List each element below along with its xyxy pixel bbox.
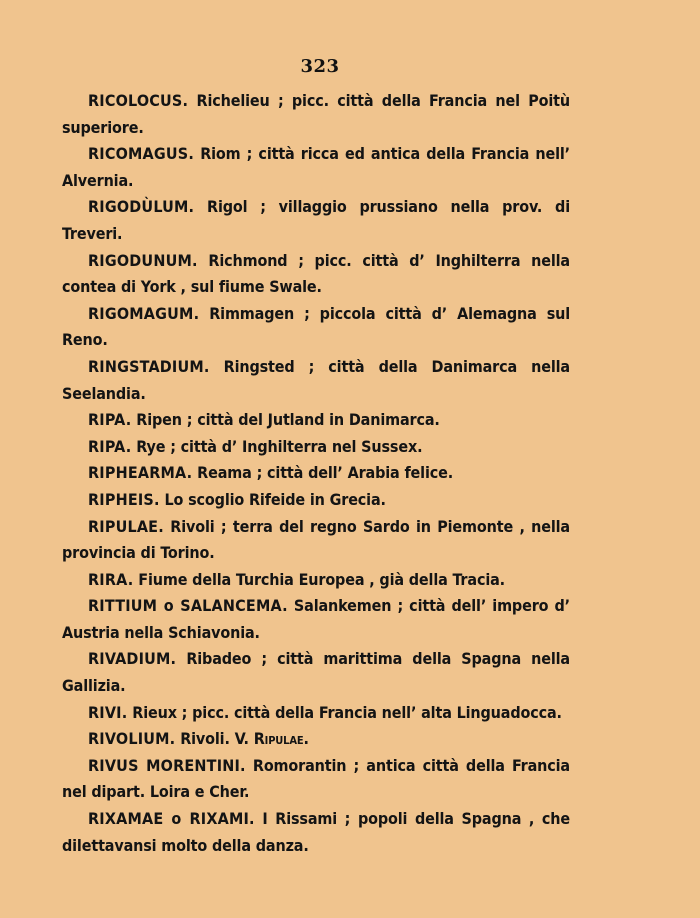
- dictionary-entry: [62, 753, 570, 806]
- entry-definition: Romorantin ; antica città della Francia nel dipart. Loira e Cher.: [62, 755, 570, 802]
- entry-definition: Richmond ; picc. città d’ Inghilterra nella contea di York , sul fiume Swale.: [62, 250, 570, 297]
- entry-headword: RIGOMAGUM.: [88, 303, 200, 323]
- dictionary-entry: [62, 487, 570, 514]
- entry-definition: Rivoli ; terra del regno Sardo in Piemonte , nella provincia di Torino.: [62, 516, 570, 563]
- entry-headword: RIPHEARMA.: [88, 463, 193, 483]
- dictionary-entry: [62, 460, 570, 487]
- entry-headword: RIPA.: [88, 410, 132, 430]
- entry-headword: RIVOLIUM.: [88, 729, 176, 749]
- dictionary-entry: [62, 354, 570, 407]
- dictionary-entry: [62, 700, 570, 727]
- entry-headword: RIVUS MORENTINI.: [88, 755, 246, 775]
- entry-definition: Ringsted ; città della Danimarca nella Seelandia.: [62, 356, 570, 403]
- dictionary-entry: [62, 301, 570, 354]
- dictionary-entry: [62, 646, 570, 699]
- entry-definition: Lo scoglio Rifeide in Grecia.: [159, 489, 386, 509]
- dictionary-entry: [62, 88, 570, 141]
- entry-definition: Fiume della Turchia Europea , già della Tracia.: [133, 569, 505, 589]
- entry-definition: Ribadeo ; città marittima della Spagna nella Gallizia.: [62, 649, 570, 696]
- entry-definition: Ripen ; città del Jutland in Danimarca.: [131, 410, 440, 430]
- dictionary-entry: [62, 434, 570, 461]
- entry-headword: RIPHEIS.: [88, 489, 160, 509]
- entry-definition: Rimmagen ; piccola città d’ Alemagna sul Reno.: [62, 303, 570, 350]
- entry-definition: Rieux ; picc. città della Francia nell’ alta Linguadocca.: [127, 702, 562, 722]
- dictionary-entry: [62, 407, 570, 434]
- entry-headword: RIPULAE.: [88, 516, 164, 536]
- entry-definition: Salankemen ; città dell’ impero d’ Austria nella Schiavonia.: [62, 596, 570, 642]
- entry-headword: RINGSTADIUM.: [88, 356, 210, 376]
- entry-definition: Reama ; città dell’ Arabia felice.: [192, 463, 454, 483]
- dictionary-entry: [62, 194, 570, 247]
- dictionary-entry: [62, 141, 570, 194]
- dictionary-entry: [62, 726, 570, 753]
- dictionary-entry: [62, 248, 570, 301]
- entry-headword: RIPA.: [88, 436, 132, 456]
- entry-definition: I Rissami ; popoli della Spagna , che dilettavansi molto della danza.: [62, 809, 570, 855]
- entry-definition: Riom ; città ricca ed antica della Francia nell’ Alvernia.: [62, 144, 570, 190]
- page-number: 323: [300, 56, 340, 77]
- entry-headword: RICOMAGUS.: [88, 144, 195, 164]
- entry-definition: Rye ; città d’ Inghilterra nel Sussex.: [131, 436, 423, 456]
- entry-headword: RIGODUNUM.: [88, 250, 198, 270]
- entry-headword: RIGODÙLUM.: [88, 197, 195, 217]
- entry-definition: Rigol ; villaggio prussiano nella prov. di Treveri.: [62, 197, 570, 243]
- dictionary-entry: [62, 593, 570, 646]
- entry-headword: RIXAMAE o RIXAMI.: [88, 809, 255, 829]
- dictionary-entry: [62, 567, 570, 594]
- entry-headword: RIRA.: [88, 569, 134, 589]
- entry-definition: Richelieu ; picc. città della Francia nel Poitù superiore.: [62, 91, 570, 137]
- dictionary-entry: [62, 806, 570, 859]
- entry-headword: RIVI.: [88, 702, 128, 722]
- entry-definition: Rivoli. V.: [175, 729, 254, 749]
- entry-headword: RIVADIUM.: [88, 649, 177, 669]
- entry-cross-reference: Ripulae.: [253, 729, 309, 749]
- entry-headword: RITTIUM o SALANCEMA.: [88, 596, 288, 616]
- dictionary-entries: [62, 88, 570, 859]
- entry-headword: RICOLOCUS.: [88, 91, 189, 110]
- dictionary-entry: [62, 514, 570, 567]
